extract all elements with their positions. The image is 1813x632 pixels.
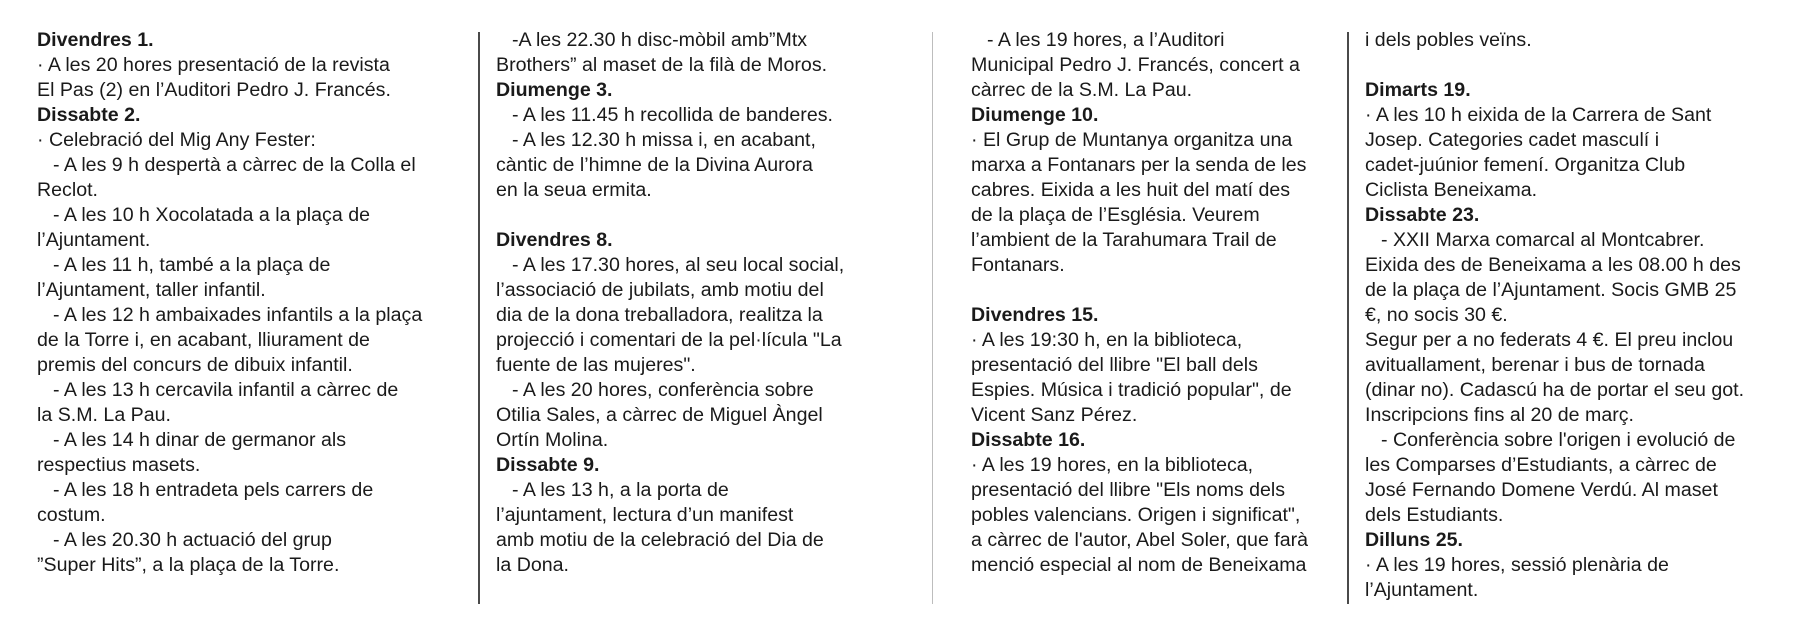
event-line: presentació del llibre "El ball dels (971, 354, 1258, 376)
event-line: (dinar no). Cadascú ha de portar el seu got. (1365, 379, 1745, 401)
event-line: - A les 17.30 hores, al seu local social, (512, 254, 845, 276)
event-line: José Fernando Domene Verdú. Al maset (1365, 479, 1718, 501)
event-line: ”Super Hits”, a la plaça de la Torre. (37, 554, 340, 576)
day-heading: Divendres 8. (496, 229, 613, 251)
column-4 (1349, 28, 1789, 632)
event-line: - A les 20.30 h actuació del grup (53, 529, 332, 551)
event-line: - Conferència sobre l'origen i evolució de (1381, 429, 1736, 451)
event-line: en la seua ermita. (496, 179, 652, 201)
event-line: - A les 12.30 h missa i, en acabant, (512, 129, 816, 151)
paragraph-gap (496, 203, 924, 228)
event-line: de la plaça de l’Ajuntament. Socis GMB 25 (1365, 279, 1737, 301)
event-line: presentació del llibre "Els noms dels (971, 479, 1286, 501)
event-line: càrrec de la S.M. La Pau. (971, 79, 1193, 101)
day-heading: Dissabte 2. (37, 104, 141, 126)
day-heading: Dissabte 16. (971, 429, 1086, 451)
event-line: la S.M. La Pau. (37, 404, 171, 426)
event-line: Ortín Molina. (496, 429, 609, 451)
day-heading: Dilluns 25. (1365, 529, 1463, 551)
event-line: dels Estudiants. (1365, 504, 1504, 526)
event-line: amb motiu de la celebració del Dia de (496, 529, 824, 551)
event-line: Ciclista Beneixama. (1365, 179, 1538, 201)
event-line: respectius masets. (37, 454, 201, 476)
event-line: - A les 9 h despertà a càrrec de la Colla el (53, 154, 416, 176)
event-line: l’ambient de la Tarahumara Trail de (971, 229, 1277, 251)
event-line: avituallament, berenar i bus de tornada (1365, 354, 1705, 376)
event-line: · A les 19 hores, sessió plenària de (1365, 554, 1669, 576)
event-line: l’ajuntament, lectura d’un manifest (496, 504, 794, 526)
day-heading: Dimarts 19. (1365, 79, 1471, 101)
event-line: €, no socis 30 €. (1365, 304, 1508, 326)
event-line: · El Grup de Muntanya organitza una (971, 129, 1293, 151)
event-line: cadet-juúnior femení. Organitza Club (1365, 154, 1686, 176)
event-line: - A les 13 h cercavila infantil a càrrec de (53, 379, 399, 401)
event-line: Fontanars. (971, 254, 1065, 276)
event-line: Espies. Música i tradició popular", de (971, 379, 1292, 401)
event-line: Segur per a no federats 4 €. El preu inclou (1365, 329, 1734, 351)
event-line: la Dona. (496, 554, 569, 576)
event-line: i dels pobles veïns. (1365, 29, 1532, 51)
column-2 (480, 28, 932, 632)
event-line: l’Ajuntament. (1365, 579, 1479, 601)
event-line: l’Ajuntament, taller infantil. (37, 279, 266, 301)
column-3 (933, 28, 1347, 632)
event-line: - A les 12 h ambaixades infantils a la plaça (53, 304, 423, 326)
event-line: menció especial al nom de Beneixama (971, 554, 1307, 576)
event-line: · A les 19:30 h, en la biblioteca, (971, 329, 1243, 351)
paragraph-gap (971, 278, 1339, 303)
event-line: càntic de l’himne de la Divina Aurora (496, 154, 813, 176)
event-line: l’associació de jubilats, amb motiu del (496, 279, 824, 301)
day-heading: Divendres 1. (37, 29, 154, 51)
event-line: de la Torre i, en acabant, lliurament de (37, 329, 370, 351)
event-line: · A les 10 h eixida de la Carrera de Sant (1365, 104, 1712, 126)
event-line: a càrrec de l'autor, Abel Soler, que farà (971, 529, 1309, 551)
event-line: Inscripcions fins al 20 de març. (1365, 404, 1634, 426)
day-heading: Diumenge 3. (496, 79, 613, 101)
event-line: - A les 11 h, també a la plaça de (53, 254, 331, 276)
event-line: pobles valencians. Origen i significat", (971, 504, 1301, 526)
event-line: de la plaça de l’Església. Veurem (971, 204, 1260, 226)
event-line: costum. (37, 504, 106, 526)
event-line: - A les 13 h, a la porta de (512, 479, 729, 501)
day-heading: Divendres 15. (971, 304, 1099, 326)
event-line: Vicent Sanz Pérez. (971, 404, 1138, 426)
event-line: - XXII Marxa comarcal al Montcabrer. (1381, 229, 1705, 251)
event-line: Josep. Categories cadet masculí i (1365, 129, 1660, 151)
event-line: Reclot. (37, 179, 98, 201)
event-line: - A les 11.45 h recollida de banderes. (512, 104, 833, 126)
event-line: · Celebració del Mig Any Fester: (37, 129, 316, 151)
event-line: · A les 20 hores presentació de la revista (37, 54, 390, 76)
event-line: les Comparses d’Estudiants, a càrrec de (1365, 454, 1717, 476)
event-line: - A les 18 h entradeta pels carrers de (53, 479, 374, 501)
day-heading: Diumenge 10. (971, 104, 1099, 126)
column-1 (37, 28, 478, 632)
event-line: - A les 10 h Xocolatada a la plaça de (53, 204, 370, 226)
event-line: Brothers” al maset de la filà de Moros. (496, 54, 828, 76)
event-line: Eixida des de Beneixama a les 08.00 h des (1365, 254, 1741, 276)
event-line: fuente de las mujeres". (496, 354, 696, 376)
event-line: -A les 22.30 h disc-mòbil amb”Mtx (512, 29, 808, 51)
event-line: - A les 14 h dinar de germanor als (53, 429, 346, 451)
event-line: cabres. Eixida a les huit del matí des (971, 179, 1291, 201)
event-line: El Pas (2) en l’Auditori Pedro J. Francés. (37, 79, 391, 101)
event-line: - A les 19 hores, a l’Auditori (987, 29, 1225, 51)
paragraph-gap (1365, 53, 1781, 78)
event-line: premis del concurs de dibuix infantil. (37, 354, 353, 376)
event-line: l’Ajuntament. (37, 229, 151, 251)
day-heading: Dissabte 23. (1365, 204, 1480, 226)
event-line: - A les 20 hores, conferència sobre (512, 379, 814, 401)
event-line: marxa a Fontanars per la senda de les (971, 154, 1307, 176)
event-line: · A les 19 hores, en la biblioteca, (971, 454, 1254, 476)
event-line: projecció i comentari de la pel·lícula "La (496, 329, 842, 351)
day-heading: Dissabte 9. (496, 454, 600, 476)
event-line: dia de la dona treballadora, realitza la (496, 304, 823, 326)
event-line: Otilia Sales, a càrrec de Miguel Àngel (496, 404, 823, 426)
event-line: Municipal Pedro J. Francés, concert a (971, 54, 1300, 76)
